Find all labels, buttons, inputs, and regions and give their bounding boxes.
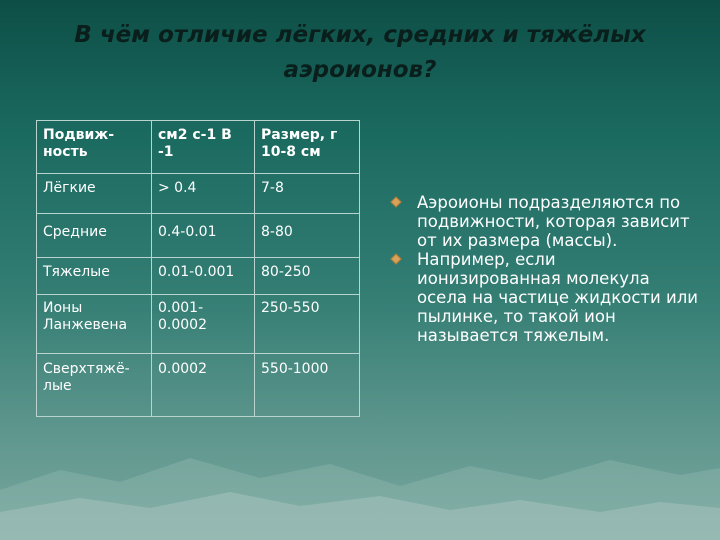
table-row	[37, 354, 360, 417]
row-mobility-text: > 0.4	[158, 180, 197, 196]
row-name	[37, 354, 152, 417]
row-size: 8-80	[255, 214, 360, 258]
header-size-line-1: Размер, г	[261, 127, 338, 143]
header-mobility	[37, 121, 152, 174]
bullet-text: Например, если ионизированная молекула осела на частице жидкости или пылинке, то такой ион называется тяжелым.	[417, 250, 698, 345]
row-mobility	[152, 354, 255, 417]
row-mobility-text: 0.01-0.001	[158, 264, 235, 280]
table-row	[37, 214, 360, 258]
row-name	[37, 295, 152, 354]
background-hills	[0, 420, 720, 540]
row-mobility	[152, 295, 255, 354]
slide-title-line-1: В чём отличие лёгких, средних и тяжёлых	[74, 22, 646, 48]
row-size: 250-550	[255, 295, 360, 354]
aeroion-table	[36, 120, 360, 417]
table-row	[37, 174, 360, 214]
row-name-line-1: Сверхтяжё-	[43, 361, 130, 377]
bullet-item	[390, 250, 702, 345]
row-mobility-line-1: 0.001-	[158, 300, 204, 316]
row-name-text: Лёгкие	[43, 180, 96, 196]
header-mobility-line-2: ность	[43, 144, 88, 160]
row-name	[37, 174, 152, 214]
row-mobility-text: 0.0002	[158, 361, 207, 377]
bullet-item	[390, 193, 702, 250]
header-units	[152, 121, 255, 174]
row-size: 80-250	[255, 258, 360, 295]
header-size	[255, 121, 360, 174]
bullet-list	[390, 193, 702, 345]
table-row	[37, 258, 360, 295]
row-name-text: Средние	[43, 224, 107, 240]
row-mobility-line-2: 0.0002	[158, 317, 207, 333]
slide-title	[0, 18, 720, 88]
row-name-text: Тяжелые	[43, 264, 110, 280]
slide-title-line-2: аэроионов?	[283, 57, 437, 83]
row-mobility	[152, 214, 255, 258]
row-name-line-2: Ланжевена	[43, 317, 128, 333]
table-header-row	[37, 121, 360, 174]
diamond-bullet-icon	[390, 196, 401, 207]
row-name-line-1: Ионы	[43, 300, 83, 316]
row-name	[37, 258, 152, 295]
header-mobility-line-1: Подвиж-	[43, 127, 115, 143]
row-size: 7-8	[255, 174, 360, 214]
row-mobility	[152, 258, 255, 295]
bullet-text: Аэроионы подразделяются по подвижности, которая зависит от их размера (массы).	[417, 193, 690, 250]
header-units-line-1: см2 с-1 В	[158, 127, 232, 143]
row-name	[37, 214, 152, 258]
table-row	[37, 295, 360, 354]
row-mobility-text: 0.4-0.01	[158, 224, 217, 240]
header-units-line-2: -1	[158, 144, 174, 160]
row-size: 550-1000	[255, 354, 360, 417]
row-mobility	[152, 174, 255, 214]
row-name-line-2: лые	[43, 378, 72, 394]
diamond-bullet-icon	[390, 253, 401, 264]
header-size-line-2: 10-8 см	[261, 144, 321, 160]
